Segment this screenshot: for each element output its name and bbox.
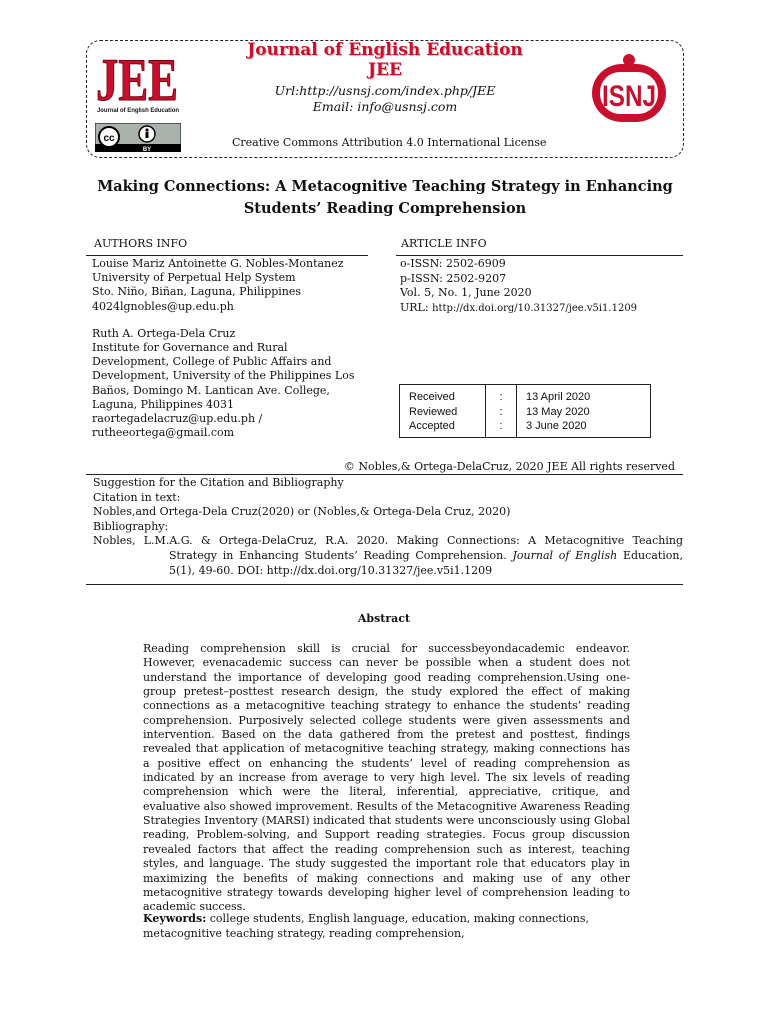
isnj-logo-letters: ISNJ bbox=[602, 80, 656, 113]
received-label: Received bbox=[409, 391, 455, 403]
paper-title-line1: Making Connections: A Metacognitive Teaching Strategy in Enhancing bbox=[97, 178, 673, 195]
citation-heading: Suggestion for the Citation and Bibliography bbox=[93, 476, 344, 489]
citation-bottom-rule bbox=[86, 584, 683, 585]
jee-logo bbox=[94, 46, 182, 116]
journal-title bbox=[200, 40, 570, 80]
keywords bbox=[143, 912, 630, 941]
cc-by-badge[interactable] bbox=[95, 123, 181, 152]
received-date: 13 April 2020 bbox=[526, 391, 591, 403]
article-heading-rule bbox=[396, 255, 683, 256]
author-2-address-line: Baños, Domingo M. Lantican Ave. College, bbox=[92, 383, 330, 397]
table-row bbox=[400, 385, 651, 438]
citation-in-text-label: Citation in text: bbox=[93, 490, 181, 504]
copyright-notice: © Nobles,& Ortega-DelaCruz, 2020 JEE All rights reserved bbox=[343, 460, 675, 473]
isnj-logo bbox=[586, 44, 672, 130]
journal-title-line1: Journal of English Education bbox=[247, 40, 523, 60]
article-dates-table bbox=[399, 384, 651, 438]
bibliography-doi[interactable]: Education, 5(1), 49-60. DOI: http://dx.doi.org/10.31327/jee.v5i1.1209 bbox=[169, 548, 683, 577]
dates-values bbox=[517, 385, 651, 438]
author-2-affiliation-line: Development, College of Public Affairs and bbox=[92, 355, 332, 369]
authors-info-heading: AUTHORS INFO bbox=[94, 237, 188, 250]
jee-logo-caption: Journal of English Education bbox=[97, 107, 180, 114]
cc-badge-by: BY bbox=[142, 147, 152, 152]
abstract-body: Reading comprehension skill is crucial for successbeyondacademic endeavor. However, evenacademic success can never be possible when a student does not understand the importance of developing good reading comprehension.Using one-group pretest–posttest research design, the study explored the effect of making connections as a metacognitive teaching strategy to enhance the students’ reading comprehension. Purposively selected college students were given assessments and intervention. Based on the data gathered from the pretest and posttest, findings revealed that application of metacognitive teaching strategy, making connections has a positive effect on enhancing the students’ level of reading comprehension as indicated by an increase from average to very high level. The six levels of reading comprehension which were the literal, inferential, appreciative, critique, and evaluative also showed improvement. Results of the Metacognitive Awareness Reading Strategies Inventory (MARSI) indicated that students were unconsciously using Global reading, Problem-solving, and Support reading strategies. Focus group discussion revealed factors that affect the reading comprehension such as interest, teaching styles, and language. The study suggested the important role that educators play in maximizing the benefits of making connections and making use of any other metacognitive strategy towards developing higher level of comprehension leading to academic success. bbox=[143, 642, 630, 914]
article-url-label: URL: bbox=[400, 300, 433, 314]
reviewed-date: 13 May 2020 bbox=[526, 405, 590, 418]
citation-in-text: Nobles,and Ortega-Dela Cruz(2020) or (Nobles,& Ortega-Dela Cruz, 2020) bbox=[93, 505, 511, 519]
authors-heading-rule bbox=[86, 255, 368, 256]
keywords-label: Keywords: bbox=[143, 912, 207, 925]
bibliography-authors-title: Nobles, L.M.A.G. & Ortega-DelaCruz, R.A. 2020. Making Connections: A Metacognitive Teaching Strategy in Enhancing Students’ Reading Comprehension. bbox=[93, 534, 683, 562]
separator: : bbox=[499, 405, 503, 418]
separator: : bbox=[499, 391, 503, 403]
article-url-link[interactable]: http://dx.doi.org/10.31327/jee.v5i1.1209 bbox=[432, 302, 638, 314]
volume-issue: Vol. 5, No. 1, June 2020 bbox=[400, 286, 532, 300]
accepted-date: 3 June 2020 bbox=[526, 420, 587, 433]
citation-section bbox=[93, 476, 683, 578]
bibliography-label: Bibliography: bbox=[93, 519, 169, 533]
reviewed-label: Reviewed bbox=[409, 405, 458, 418]
author-1-name: Louise Mariz Antoinette G. Nobles-Montanez bbox=[92, 257, 344, 270]
bibliography-entry bbox=[93, 534, 683, 578]
author-2-affiliation-line: Development, University of the Philippines Los bbox=[92, 369, 355, 383]
o-issn: o-ISSN: 2502-6909 bbox=[400, 257, 506, 270]
keywords-list: college students, English language, education, making connections, metacognitive teaching strategy, reading comprehension, bbox=[143, 912, 589, 940]
journal-title-line2: JEE bbox=[368, 60, 402, 80]
accepted-label: Accepted bbox=[409, 420, 455, 433]
paper-title bbox=[80, 176, 690, 220]
author-1-email[interactable]: 4024lgnobles@up.edu.ph bbox=[92, 299, 234, 313]
author-2-name: Ruth A. Ortega-Dela Cruz bbox=[92, 326, 236, 340]
article-info bbox=[400, 257, 690, 316]
journal-email[interactable]: Email: info@usnsj.com bbox=[312, 99, 458, 114]
abstract-heading: Abstract bbox=[357, 612, 411, 625]
p-issn: p-ISSN: 2502-9207 bbox=[400, 271, 507, 285]
authors-list bbox=[92, 257, 364, 440]
svg-text:cc: cc bbox=[103, 133, 115, 144]
paper-title-line2: Students’ Reading Comprehension bbox=[243, 200, 527, 217]
bibliography-journal: Journal of English bbox=[512, 548, 618, 562]
author-1-address: Sto. Niño, Biñan, Laguna, Philippines bbox=[92, 285, 302, 299]
author-1-affiliation: University of Perpetual Help System bbox=[92, 271, 296, 285]
author-2-affiliation-line: Institute for Governance and Rural bbox=[92, 341, 288, 355]
article-info-heading: ARTICLE INFO bbox=[401, 237, 487, 250]
citation-top-rule bbox=[86, 474, 683, 475]
dates-labels bbox=[400, 385, 486, 438]
author-2-address-line: Laguna, Philippines 4031 bbox=[92, 397, 234, 411]
license-text[interactable]: Creative Commons Attribution 4.0 International License bbox=[232, 136, 547, 149]
author-2-email[interactable]: raortegadelacruz@up.edu.ph / bbox=[92, 412, 263, 426]
separator: : bbox=[499, 420, 503, 433]
journal-url[interactable]: Url:http://usnsj.com/index.php/JEE bbox=[274, 83, 496, 98]
dates-separators bbox=[486, 385, 517, 438]
jee-logo-letters: JEE bbox=[96, 47, 178, 113]
author-2-email-alt[interactable]: rutheeortega@gmail.com bbox=[92, 426, 235, 440]
article-url bbox=[400, 301, 690, 317]
